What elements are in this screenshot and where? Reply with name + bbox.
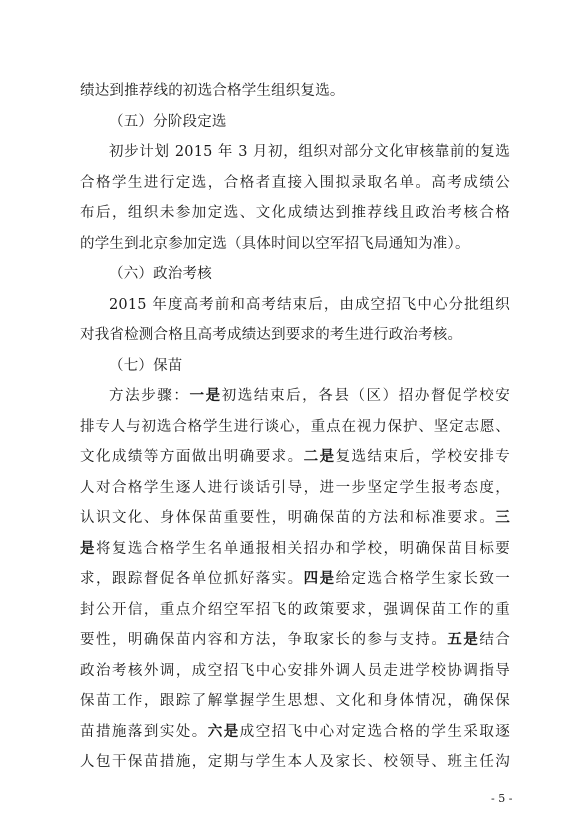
paragraph-line xyxy=(80,473,510,504)
paragraph-line xyxy=(80,412,510,443)
paragraph-line xyxy=(80,686,510,717)
emphasis-text: 三 xyxy=(495,509,510,526)
section-heading xyxy=(80,351,510,382)
text-segment: 的学生到北京参加定选（具体时间以空军招飞局通知为准）。 xyxy=(80,235,470,252)
paragraph-line xyxy=(80,747,510,778)
text-segment: （七）保苗 xyxy=(109,357,183,374)
page-number: - 5 - xyxy=(491,792,513,805)
text-segment: 排专人与初选合格学生进行谈心，重点在视力保护、坚定志愿、 xyxy=(80,418,510,435)
paragraph-line xyxy=(80,656,510,687)
text-segment: 苗措施落到实处。 xyxy=(80,723,208,740)
paragraph-line xyxy=(80,76,510,107)
text-segment: （五）分阶段定选 xyxy=(109,113,227,130)
paragraph-line xyxy=(80,229,510,260)
paragraph-line xyxy=(80,137,510,168)
text-segment: 2015 年度高考前和高考结束后，由成空招飞中心分批组织 xyxy=(109,296,510,313)
text-segment: 要性，明确保苗内容和方法，争取家长的参与支持。 xyxy=(80,632,448,648)
text-segment: 复选结束后，学校安排专 xyxy=(335,449,510,465)
paragraph-line xyxy=(80,320,510,351)
paragraph-line xyxy=(80,290,510,321)
paragraph-line xyxy=(80,503,510,534)
paragraph-line xyxy=(80,198,510,229)
paragraph-line xyxy=(80,168,510,199)
text-segment: 给定选合格学生家长致一 xyxy=(335,571,510,587)
text-segment: 初选结束后，各县（区）招办督促学校安 xyxy=(221,388,511,404)
text-segment: 求，跟踪督促各单位抓好落实。 xyxy=(80,571,304,587)
paragraph-line xyxy=(80,534,510,565)
text-segment: 结合 xyxy=(479,632,510,648)
text-segment: 合格学生进行定选，合格者直接入围拟录取名单。高考成绩公 xyxy=(80,174,510,191)
text-segment: 成空招飞中心对定选合格的学生采取逐 xyxy=(239,723,510,740)
section-heading xyxy=(80,259,510,290)
text-segment: 绩达到推荐线的初选合格学生组织复选。 xyxy=(80,83,345,99)
paragraph-line xyxy=(80,564,510,595)
paragraph-line xyxy=(80,625,510,656)
text-segment: 初步计划 2015 年 3 月初，组织对部分文化审核靠前的复选 xyxy=(109,144,510,160)
text-segment: 将复选合格学生名单通报相关招办和学校，明确保苗目标要 xyxy=(95,540,511,557)
text-segment: 文化成绩等方面做出明确要求。 xyxy=(80,449,304,465)
emphasis-text: 六是 xyxy=(207,722,240,740)
text-segment: 布后，组织未参加定选、文化成绩达到推荐线且政治考核合格 xyxy=(80,205,510,221)
paragraph-line xyxy=(80,381,510,412)
text-segment: 方法步骤： xyxy=(109,388,190,404)
emphasis-text: 是 xyxy=(80,539,96,557)
emphasis-text: 二是 xyxy=(303,448,336,465)
text-segment: 保苗工作，跟踪了解掌握学生思想、文化和身体情况，确保保 xyxy=(80,693,510,709)
text-segment: 对我省检测合格且高考成绩达到要求的考生进行政治考核。 xyxy=(80,327,463,343)
emphasis-text: 五是 xyxy=(447,631,480,648)
section-heading xyxy=(80,107,510,138)
text-segment: 政治考核外调，成空招飞中心安排外调人员走进学校协调指导 xyxy=(80,662,510,679)
text-segment: （六）政治考核 xyxy=(109,266,212,282)
emphasis-text: 四是 xyxy=(303,570,336,587)
paragraph-line xyxy=(80,717,510,748)
emphasis-text: 一是 xyxy=(189,387,222,404)
text-segment: 人包干保苗措施，定期与学生本人及家长、校领导、班主任沟 xyxy=(80,754,510,770)
text-segment: 认识文化、身体保苗重要性，明确保苗的方法和标准要求。 xyxy=(80,510,496,526)
document-body xyxy=(80,76,510,778)
text-segment: 人对合格学生逐人进行谈话引导，进一步坚定学生报考态度， xyxy=(80,479,510,496)
text-segment: 封公开信，重点介绍空军招飞的政策要求，强调保苗工作的重 xyxy=(80,601,510,618)
paragraph-line xyxy=(80,442,510,473)
paragraph-line xyxy=(80,595,510,626)
